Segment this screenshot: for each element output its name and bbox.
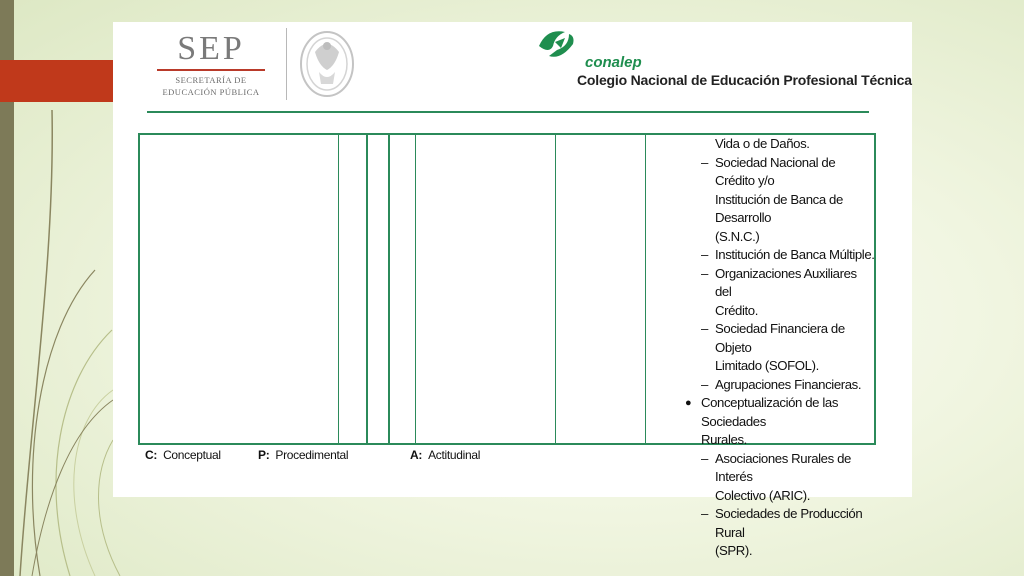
legend-label: Conceptual [163, 448, 221, 462]
legend-procedimental [258, 448, 348, 462]
dash-marker: – [701, 450, 708, 466]
list-item-line: Institución de Banca Múltiple. [715, 247, 875, 262]
list-item [671, 376, 876, 395]
table-column-divider [555, 135, 556, 443]
list-item-text: Vida o de Daños. [715, 136, 810, 151]
bullet-item [671, 394, 876, 450]
list-item-line: Institución de Banca de Desarrollo [715, 191, 843, 225]
list-item-line: Crédito. [715, 302, 758, 318]
dash-marker: – [701, 321, 708, 336]
table-column-divider [366, 135, 368, 443]
list-item-line: Sociedad Financiera de Objeto [715, 321, 845, 355]
logo-divider [286, 28, 287, 100]
list-item [671, 246, 876, 265]
mexican-coat-of-arms-icon [293, 22, 361, 102]
dash-marker: – [701, 154, 708, 170]
sep-logo: SEP [177, 30, 245, 67]
list-item-line: Conceptualización de las Sociedades [701, 395, 839, 429]
table-column-divider [415, 135, 416, 443]
sep-line-2: EDUCACIÓN PÚBLICA [162, 87, 260, 97]
list-item [671, 320, 876, 376]
sep-line-1: SECRETARÍA DE [175, 75, 247, 85]
legend-key: C: [145, 448, 158, 462]
list-item-line: Organizaciones Auxiliares del [715, 265, 857, 299]
list-item [671, 505, 876, 561]
legend-actitudinal [410, 448, 480, 462]
list-item-line: Asociaciones Rurales de Interés [715, 450, 851, 484]
sep-logo-rule [157, 69, 265, 71]
legend-conceptual [145, 448, 221, 462]
list-item-line: Rurales. [701, 432, 747, 447]
conalep-logo-icon [535, 24, 579, 64]
list-item-line: Agrupaciones Financieras. [715, 376, 862, 392]
list-item-line: Limitado (SOFOL). [715, 358, 819, 373]
list-item-line: Sociedades de Producción Rural [715, 506, 863, 540]
table-column-divider [645, 135, 646, 443]
table-column-divider [338, 135, 339, 443]
list-item-line: Sociedad Nacional de Crédito y/o [715, 154, 836, 188]
content-cell [671, 135, 876, 561]
dash-marker: – [701, 376, 708, 392]
list-item-line: Colectivo (ARIC). [715, 487, 811, 503]
list-item-line: (S.N.C.) [715, 228, 760, 244]
legend-key: P: [258, 448, 270, 462]
list-item [671, 135, 876, 154]
header-rule [147, 111, 869, 113]
list-item [671, 265, 876, 321]
legend-key: A: [410, 448, 423, 462]
bullet-icon: ● [685, 397, 692, 409]
legend-label: Procedimental [275, 448, 349, 462]
sep-logo-block [151, 30, 271, 110]
list-item-line: (SPR). [715, 543, 753, 558]
college-name: Colegio Nacional de Educación Profesional Técnica [577, 72, 912, 88]
list-item [671, 154, 876, 247]
list-item [671, 450, 876, 506]
legend-label: Actitudinal [428, 448, 481, 462]
conalep-wordmark: conalep [585, 54, 642, 71]
dash-marker: – [701, 265, 708, 281]
slide-page [113, 22, 912, 558]
red-tab [0, 60, 113, 102]
dash-marker: – [701, 506, 708, 521]
dash-marker: – [701, 247, 708, 262]
table-column-divider [388, 135, 390, 443]
